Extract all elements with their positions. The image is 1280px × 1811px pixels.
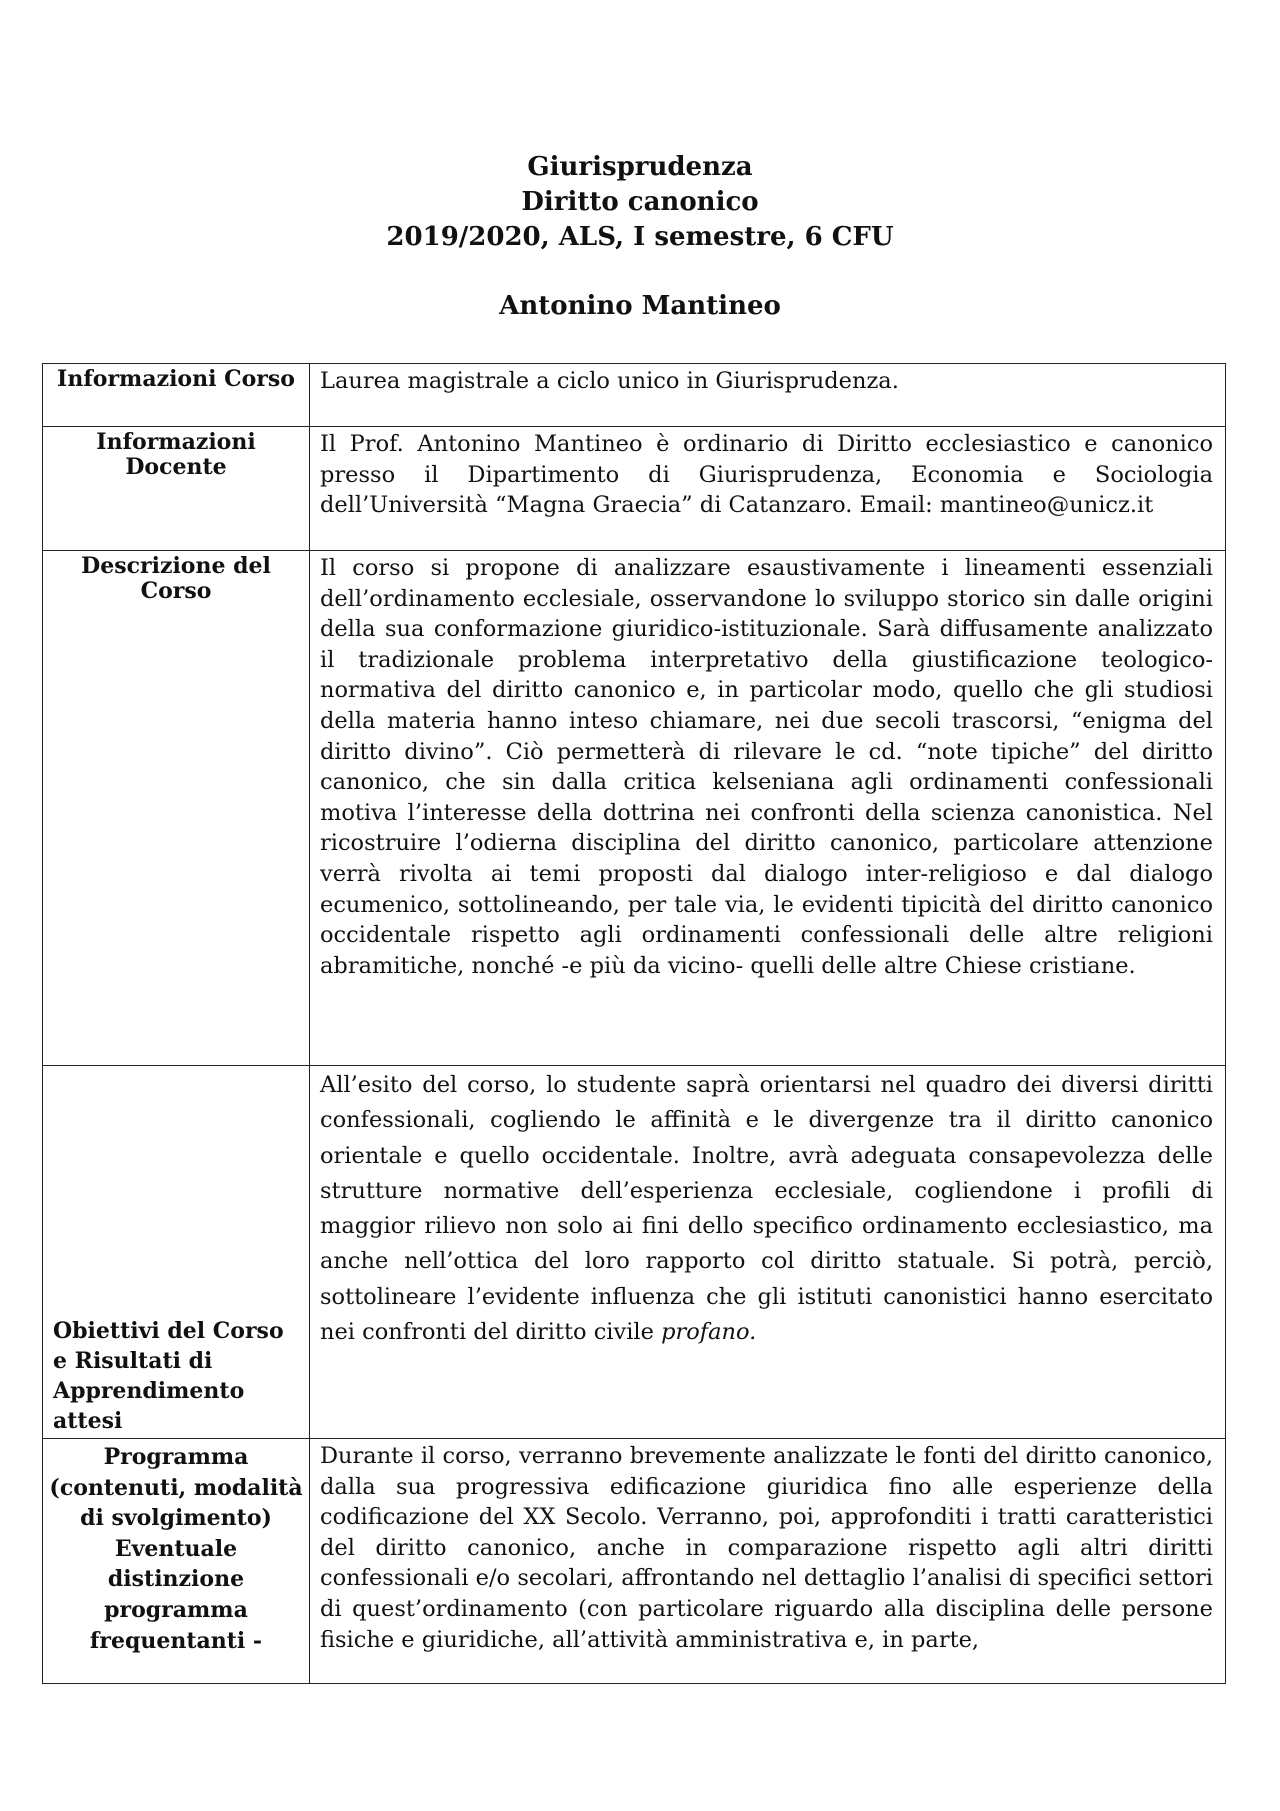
row-label-course-info: Informazioni Corso: [43, 364, 310, 427]
document-header: [0, 150, 1280, 324]
table-row: [43, 427, 1226, 551]
row-label-teacher-info: Informazioni Docente: [43, 427, 310, 551]
professor-name: Antonino Mantineo: [499, 291, 781, 321]
table-row: [43, 1066, 1226, 1439]
table-row: [43, 551, 1226, 1066]
course-meta: 2019/2020, ALS, I semestre, 6 CFU: [386, 222, 894, 252]
row-content-course-info: Laurea magistrale a ciclo unico in Giurisprudenza.: [310, 364, 1226, 427]
table-row: [43, 1439, 1226, 1684]
objectives-text: All’esito del corso, lo studente saprà orientarsi nel quadro dei diversi diritti confessionali, cogliendo le affinità e le divergenze tra il diritto canonico orientale e quello occidentale. Inoltre, avrà adeguata consapevolezza delle strutture normative dell’esperienza ecclesiale, cogliendone i profili di maggior rilievo non solo ai fini dello specifico ordinamento ecclesiastico, ma anche nell’ottica del loro rapporto col diritto statuale. Si potrà, perciò, sottolineare l’evidente influenza che gli istituti canonistici hanno esercitato nei confronti del diritto civile: [320, 1072, 1213, 1346]
syllabus-table: [42, 363, 1226, 1684]
row-label-course-description: Descrizione del Corso: [43, 551, 310, 1066]
row-content-course-description: Il corso si propone di analizzare esaustivamente i lineamenti essenziali dell’ordinamento ecclesiale, osservandone lo sviluppo storico sin dalle origini della sua conformazione giuridico-istituzionale. Sarà diffusamente analizzato il tradizionale problema interpretativo della giustificazione teologico-normativa del diritto canonico e, in particolar modo, quello che gli studiosi della materia hanno inteso chiamare, nei due secoli trascorsi, “enigma del diritto divino”. Ciò permetterà di rilevare le cd. “note tipiche” del diritto canonico, che sin dalla critica kelseniana agli ordinamenti confessionali motiva l’interesse della dottrina nei confronti della scienza canonistica. Nel ricostruire l’odierna disciplina del diritto canonico, particolare attenzione verrà rivolta ai temi proposti dal dialogo inter-religioso e dal dialogo ecumenico, sottolineando, per tale via, le evidenti tipicità del diritto canonico occidentale rispetto agli ordinamenti confessionali delle altre religioni abramitiche, nonché -e più da vicino- quelli delle altre Chiese cristiane.: [310, 551, 1226, 1066]
row-content-program: Durante il corso, verranno brevemente analizzate le fonti del diritto canonico, dalla sua progressiva edificazione giuridica fino alle esperienze della codificazione del XX Secolo. Verranno, poi, approfonditi i tratti caratteristici del diritto canonico, anche in comparazione rispetto agli altri diritti confessionali e/o secolari, affrontando nel dettaglio l’analisi di specifici settori di quest’ordinamento (con particolare riguardo alla disciplina delle persone fisiche e giuridiche, all’attività amministrativa e, in parte,: [310, 1439, 1226, 1684]
table-row: [43, 364, 1226, 427]
row-content-teacher-info: Il Prof. Antonino Mantineo è ordinario di Diritto ecclesiastico e canonico presso il Dipartimento di Giurisprudenza, Economia e Sociologia dell’Università “Magna Graecia” di Catanzaro. Email: mantineo@unicz.it: [310, 427, 1226, 551]
row-label-program: Programma (contenuti, modalità di svolgimento) Eventuale distinzione programma frequentanti -: [43, 1439, 310, 1684]
objectives-italic-word: profano.: [661, 1319, 757, 1346]
row-label-objectives: Obiettivi del Corso e Risultati di Apprendimento attesi: [43, 1066, 310, 1439]
course-title: Diritto canonico: [521, 187, 759, 217]
faculty-title: Giurisprudenza: [527, 152, 753, 182]
row-content-objectives: [310, 1066, 1226, 1439]
